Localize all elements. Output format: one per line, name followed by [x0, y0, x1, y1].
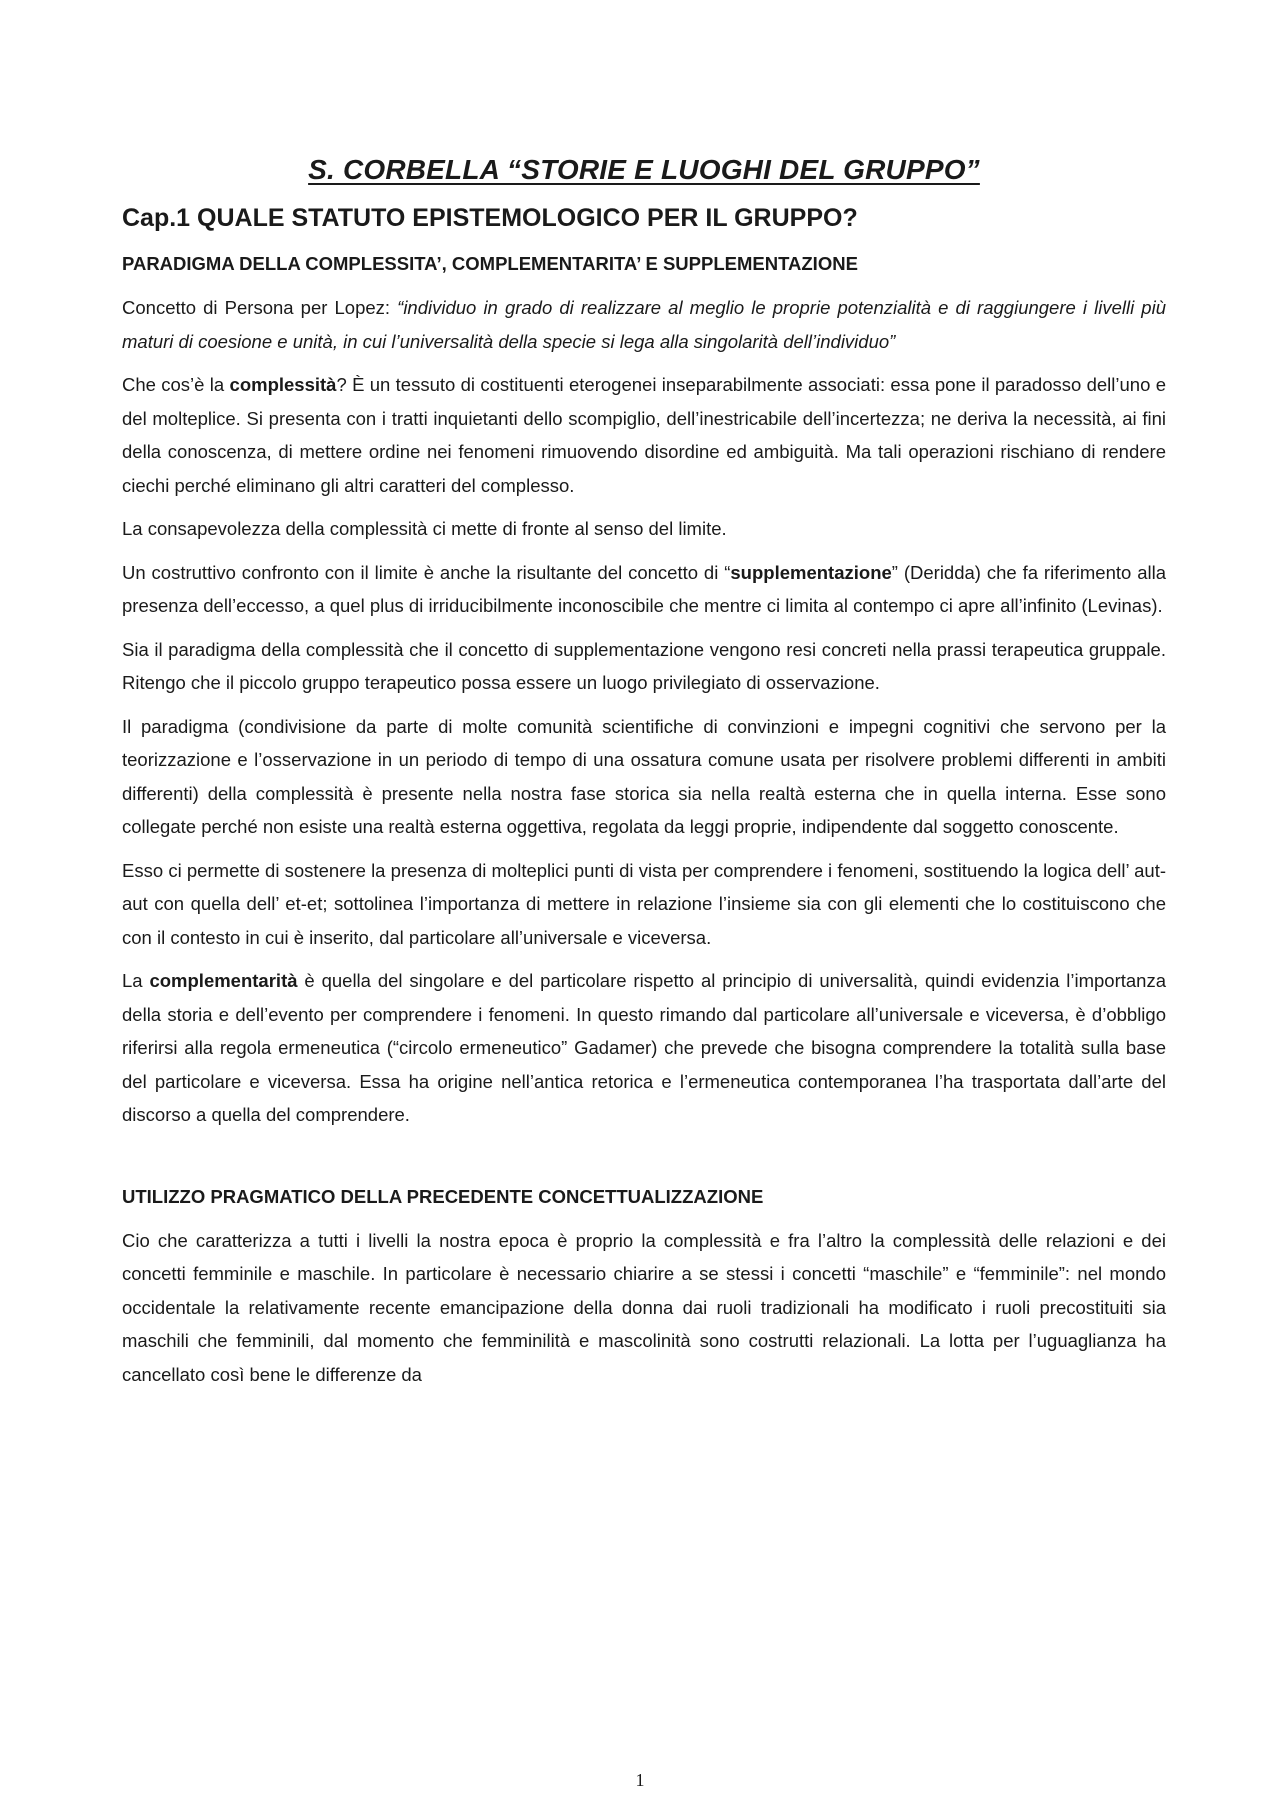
paragraph-complementarita [122, 964, 1166, 1132]
lopez-quote: “individuo in grado di realizzare al meglio le proprie potenzialità e di raggiungere i livelli più maturi di coesione e unità, in cui l’universalità della specie si lega alla singolarità dell’individuo” [122, 297, 1166, 352]
paragraph-text: ? È un tessuto di costituenti eterogenei inseparabilmente associati: essa pone il paradosso dell’uno e del molteplice. Si presenta con i tratti inquietanti dello scompiglio, dell’inestricabile dell’incertezza; ne deriva la necessità, ai fini della conoscenza, di mettere ordine nei fenomeni rimuovendo disordine ed ambiguità. Ma tali operazioni rischiano di rendere ciechi perché eliminano gli altri caratteri del complesso. [122, 374, 1166, 496]
paragraph-epoca: Cio che caratterizza a tutti i livelli la nostra epoca è proprio la complessità e fra l’altro la complessità delle relazioni e dei concetti femminile e maschile. In particolare è necessario chiarire a se stessi i concetti “maschile” e “femminile”: nel mondo occidentale la relativamente recente emancipazione della donna dai ruoli tradizionali ha modificato i ruoli precostituiti sia maschili che femminili, dal momento che femminilità e mascolinità sono costrutti relazionali. La lotta per l’uguaglianza ha cancellato così bene le differenze da [122, 1229, 1166, 1385]
paragraph-text: Che cos’è la [122, 374, 230, 395]
paragraph-limite: La consapevolezza della complessità ci mette di fronte al senso del limite. [122, 518, 727, 539]
paragraph-prassi: Sia il paradigma della complessità che il concetto di supplementazione vengono resi concreti nella prassi terapeutica gruppale. Ritengo che il piccolo gruppo terapeutico possa essere un luogo privilegiato di osservazione. [122, 638, 1166, 693]
paragraph-paradigma: Il paradigma (condivisione da parte di molte comunità scientifiche di convinzioni e impegni cognitivi che servono per la teorizzazione e l’osservazione in un periodo di tempo di una ossatura comune usata per risolvere problemi differenti in ambiti differenti) della complessità è presente nella nostra fase storica sia nella realtà esterna che in quella interna. Esse sono collegate perché non esiste una realtà esterna oggettiva, regolata da leggi proprie, indipendente dal soggetto conoscente. [122, 715, 1166, 837]
section-heading-paradigma: PARADIGMA DELLA COMPLESSITA’, COMPLEMENTARITA’ E SUPPLEMENTAZIONE [122, 253, 858, 274]
paragraph-text: ” (Deridda) che fa riferimento alla presenza dell’eccesso, a quel plus di irriducibilmente inconoscibile che mentre ci limita al contempo ci apre all’infinito (Levinas). [122, 561, 1167, 616]
paragraph-text: Un costruttivo confronto con il limite è anche la risultante del concetto di “ [122, 561, 731, 583]
term-complementarita: complementarità [149, 970, 298, 991]
document-title: S. CORBELLA “STORIE E LUOGHI DEL GRUPPO” [308, 154, 980, 185]
paragraph-persona [122, 291, 1166, 358]
paragraph-text: La [122, 970, 150, 991]
paragraph-supplementazione [122, 556, 1166, 623]
term-supplementazione: supplementazione [730, 561, 892, 583]
paragraph-lead: Concetto di Persona per Lopez: [122, 297, 398, 318]
spacer [122, 1142, 1166, 1186]
paragraph-punti-di-vista: Esso ci permette di sostenere la presenza di molteplici punti di vista per comprendere i fenomeni, sostituendo la logica dell’ aut-aut con quella dell’ et-et; sottolinea l’importanza di mettere in relazione l’insieme sia con gli elementi che lo costituiscono che con il contesto in cui è inserito, dal particolare all’universale e viceversa. [122, 859, 1166, 948]
page-number: 1 [635, 1770, 645, 1790]
section-heading-utilizzo: UTILIZZO PRAGMATICO DELLA PRECEDENTE CONCETTUALIZZAZIONE [122, 1185, 764, 1207]
term-complessita: complessità [229, 374, 337, 395]
paragraph-text: è quella del singolare e del particolare rispetto al principio di universalità, quindi evidenzia l’importanza della storia e dell’evento per comprendere i fenomeni. In questo rimando dal particolare all’universale e viceversa, è d’obbligo riferirsi alla regola ermeneutica (“circolo ermeneutico” Gadamer) che prevede che bisogna comprendere la totalità sulla base del particolare e viceversa. Essa ha origine nell’antica retorica e l’ermeneutica contemporanea l’ha trasportata dall’arte del discorso a quella del comprendere. [122, 970, 1166, 1125]
chapter-title: Cap.1 QUALE STATUTO EPISTEMOLOGICO PER IL GRUPPO? [122, 204, 858, 232]
paragraph-complessita [122, 368, 1166, 502]
